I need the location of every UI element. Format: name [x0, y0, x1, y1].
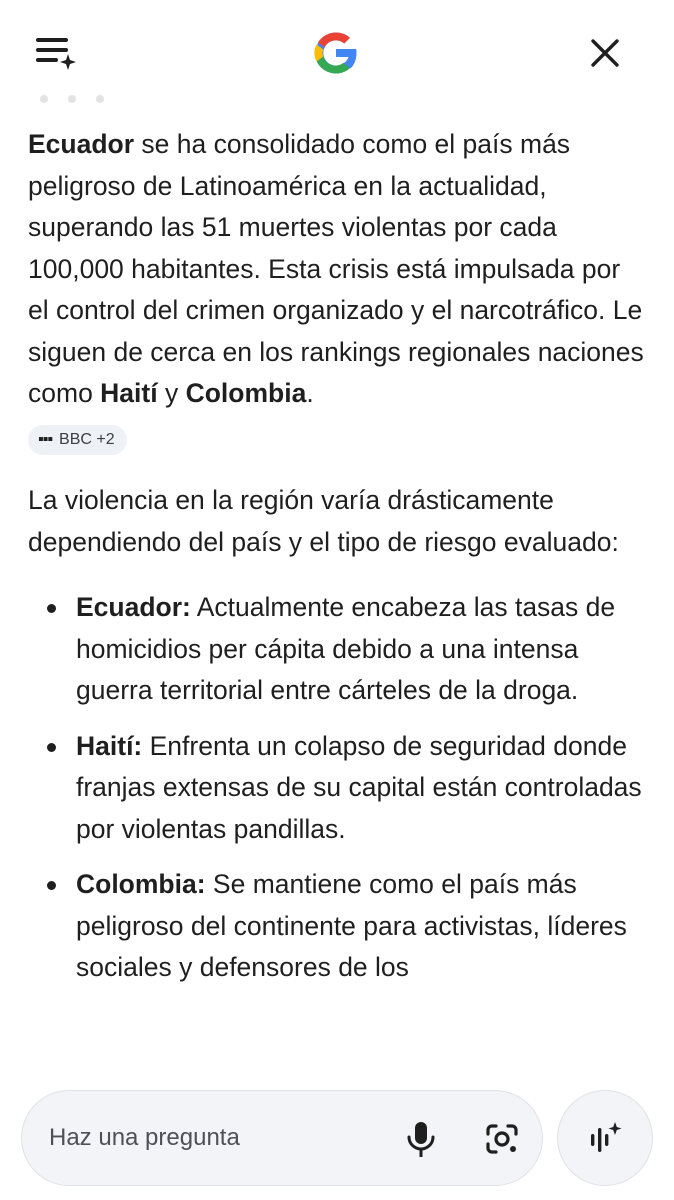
para1-end: . [306, 378, 314, 408]
top-bar [0, 0, 674, 104]
close-icon[interactable] [578, 26, 632, 80]
bottom-input-bar [0, 1070, 674, 1200]
more-dots-icon: ▪▪▪ [38, 430, 53, 448]
list-item [28, 726, 648, 851]
list-item-text: Actualmente encabeza las tasas de homicidios per cápita debido a una intensa guerra territorial entre cárteles de la droga. [76, 592, 616, 705]
ask-input-placeholder: Haz una pregunta [49, 1124, 240, 1151]
google-g-logo-icon[interactable] [307, 24, 365, 82]
bold-colombia: Colombia [185, 378, 307, 408]
para1-text: se ha consolidado como el país más peligroso de Latinoamérica en la actualidad, superando las 51 muertes violentas por cada 100,000 habitantes. Esta crisis está impulsada por el control del crimen organizado y el narcotráfico. Le siguen de cerca en los rankings regionales naciones como [28, 129, 644, 408]
para1-and: y [157, 378, 186, 408]
source-chip[interactable] [28, 425, 127, 455]
list-item-text: Se mantiene como el país más peligroso del continente para activistas, líderes sociales y defensores de los [76, 869, 627, 982]
country-list [28, 587, 648, 989]
list-item [28, 864, 648, 989]
list-item [28, 587, 648, 712]
menu-sparkle-icon[interactable] [26, 28, 82, 76]
list-item-term: Colombia: [76, 869, 206, 899]
faded-dots-icon [38, 94, 110, 104]
ai-answer [28, 124, 648, 1003]
ai-voice-sparkle-icon[interactable] [557, 1090, 653, 1186]
ask-input[interactable] [21, 1090, 543, 1186]
bold-haiti: Haití [100, 378, 158, 408]
list-item-text: Enfrenta un colapso de seguridad donde franjas extensas de su capital están controladas por violentas pandillas. [76, 730, 642, 844]
intro-paragraph [28, 124, 648, 415]
second-paragraph: La violencia en la región varía drásticamente dependiendo del país y el tipo de riesgo evaluado: [28, 485, 619, 557]
source-chip-label: BBC +2 [59, 430, 115, 448]
list-item-term: Ecuador: [76, 592, 191, 622]
bold-ecuador: Ecuador [28, 129, 135, 159]
mic-icon[interactable] [397, 1115, 445, 1163]
camera-lens-icon[interactable] [477, 1115, 527, 1163]
list-item-term: Haití: [76, 730, 143, 761]
